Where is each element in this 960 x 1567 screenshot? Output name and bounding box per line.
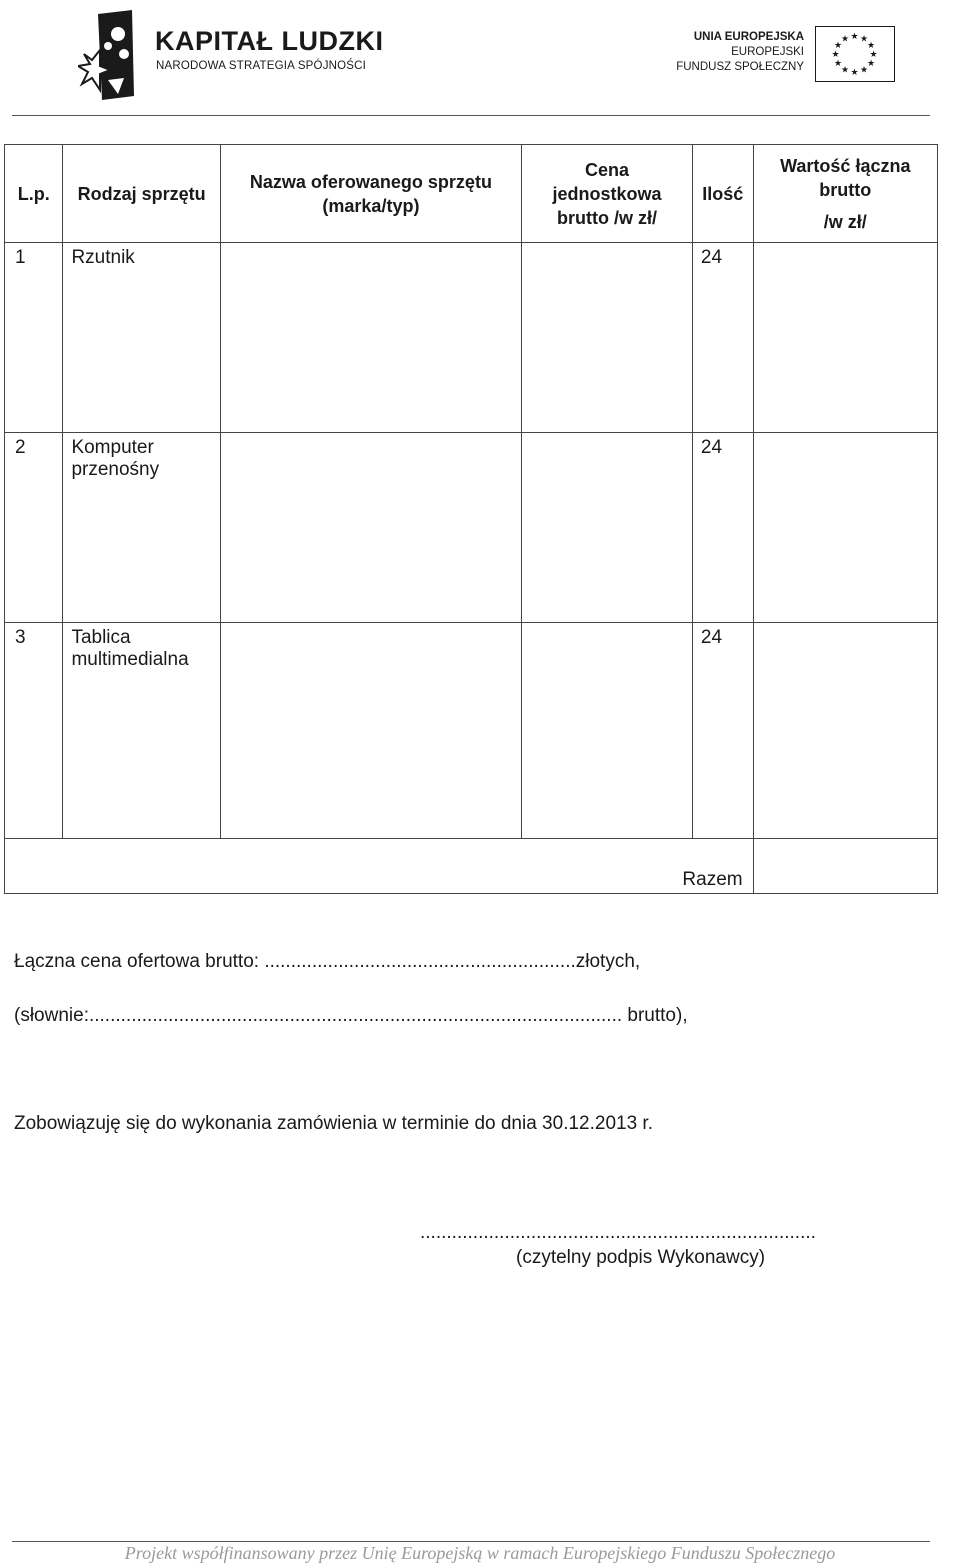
row-price-cell: [522, 243, 693, 433]
row-total-cell: [753, 243, 937, 433]
header-total: [753, 145, 937, 243]
table-header-row: [5, 145, 938, 243]
row-type: Tablica multimedialna: [63, 623, 220, 839]
header-type: Rodzaj sprzętu: [63, 145, 220, 243]
signature-label: (czytelny podpis Wykonawcy): [516, 1247, 766, 1268]
row-name-cell: [220, 623, 521, 839]
svg-text:★: ★: [869, 50, 878, 60]
svg-text:★: ★: [859, 34, 869, 45]
svg-text:★: ★: [833, 59, 843, 69]
svg-text:★: ★: [850, 68, 859, 78]
header-qty: Ilość: [692, 145, 753, 243]
ue-line-1: UNIA EUROPEJSKA: [693, 31, 804, 43]
row-qty: 24: [692, 623, 753, 839]
footer-text: Projekt współfinansowany przez Unię Europejską w ramach Europejskiego Funduszu Społecznego: [124, 1543, 836, 1563]
header-total-line1: Wartość łączna brutto: [780, 155, 911, 200]
ue-logo-text: [676, 30, 804, 75]
svg-text:★: ★: [866, 59, 876, 69]
row-qty: 24: [692, 433, 753, 623]
in-words-line: (słownie:..................................................................................................... brutto),: [14, 1005, 688, 1026]
offer-table: [4, 144, 938, 894]
unia-europejska-logo: [668, 26, 900, 86]
row-price-cell: [522, 623, 693, 839]
kapital-ludzki-emblem-icon: [78, 10, 148, 102]
svg-text:★: ★: [833, 41, 843, 51]
header-price: Cena jednostkowa brutto /w zł/: [522, 145, 693, 243]
header-lp: L.p.: [5, 145, 63, 243]
header-total-line2: /w zł/: [823, 211, 867, 232]
kapital-ludzki-subtitle: NARODOWA STRATEGIA SPÓJNOŚCI: [156, 60, 367, 72]
total-value-cell: [753, 839, 937, 894]
svg-text:★: ★: [840, 34, 850, 45]
svg-text:★: ★: [866, 41, 876, 51]
table-total-row: [5, 839, 938, 894]
commitment-line: Zobowiązuję się do wykonania zamówienia w terminie do dnia 30.12.2013 r.: [14, 1113, 653, 1134]
ue-line-2: EUROPEJSKI: [731, 46, 804, 58]
header-divider: [12, 115, 930, 116]
table-row: [5, 243, 938, 433]
svg-text:★: ★: [850, 32, 859, 42]
row-type: Rzutnik: [63, 243, 220, 433]
table-row: [5, 433, 938, 623]
footer-divider: [12, 1541, 930, 1542]
svg-text:★: ★: [859, 65, 869, 76]
row-total-cell: [753, 623, 937, 839]
table-row: [5, 623, 938, 839]
ue-line-3: FUNDUSZ SPOŁECZNY: [676, 61, 804, 73]
row-name-cell: [220, 243, 521, 433]
svg-text:★: ★: [840, 65, 850, 76]
row-qty: 24: [692, 243, 753, 433]
signature-line: ...........................................................................: [420, 1222, 816, 1243]
eu-flag-icon: [815, 26, 895, 82]
total-label: Razem: [5, 839, 754, 894]
kapital-ludzki-title: KAPITAŁ LUDZKI: [155, 26, 384, 56]
svg-text:★: ★: [831, 50, 840, 60]
row-lp: 1: [5, 243, 63, 433]
row-total-cell: [753, 433, 937, 623]
row-type: Komputer przenośny: [63, 433, 220, 623]
row-name-cell: [220, 433, 521, 623]
row-lp: 2: [5, 433, 63, 623]
row-lp: 3: [5, 623, 63, 839]
total-price-line: Łączna cena ofertowa brutto: ...........................................................złotych,: [14, 951, 641, 972]
header-name: Nazwa oferowanego sprzętu (marka/typ): [220, 145, 521, 243]
row-price-cell: [522, 433, 693, 623]
